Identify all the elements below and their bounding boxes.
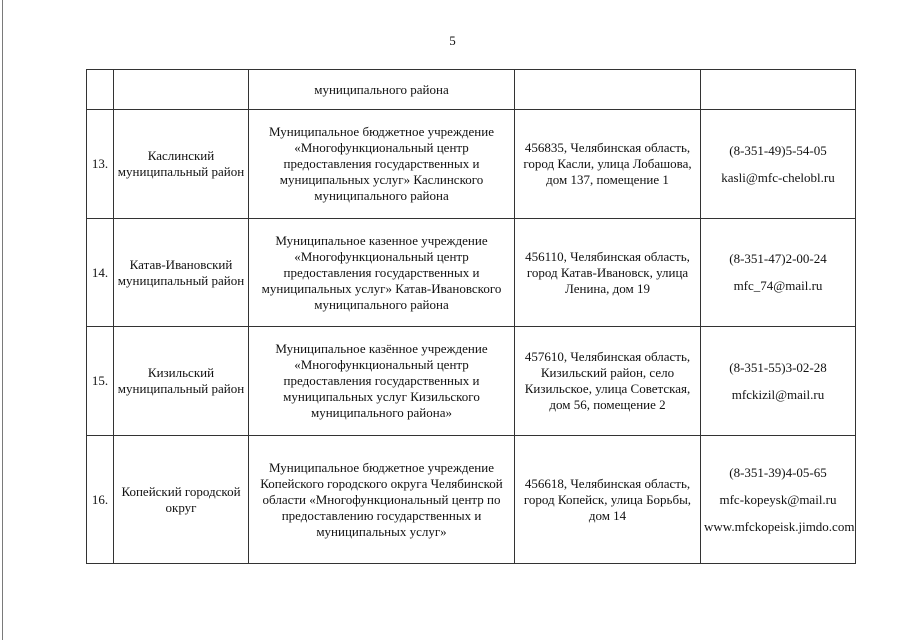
table-row-continuation — [87, 70, 856, 110]
contact-email[interactable]: mfc-kopeysk@mail.ru — [719, 491, 837, 507]
table-row — [87, 327, 856, 436]
cell-contacts — [701, 219, 856, 327]
cell-address: 456835, Челябинская область, город Касли, улица Лобашова, дом 137, помещение 1 — [515, 110, 701, 219]
page-number: 5 — [449, 33, 456, 48]
contact-email[interactable]: kasli@mfc-chelobl.ru — [721, 169, 835, 185]
cell-num — [87, 70, 114, 110]
table-row — [87, 110, 856, 219]
contact-phone: (8-351-39)4-05-65 — [729, 464, 827, 480]
contact-website[interactable]: www.mfckopeisk.jimdo.com — [704, 518, 855, 534]
cell-contacts — [701, 70, 856, 110]
cell-address: 457610, Челябинская область, Кизильский район, село Кизильское, улица Советская, дом 56, помещение 2 — [515, 327, 701, 436]
cell-address: 456110, Челябинская область, город Катав-Ивановск, улица Ленина, дом 19 — [515, 219, 701, 327]
contact-email[interactable]: mfc_74@mail.ru — [733, 278, 823, 293]
cell-address: 456618, Челябинская область, город Копейск, улица Борьбы, дом 14 — [515, 436, 701, 564]
cell-num: 14. — [87, 219, 114, 327]
table-row — [87, 219, 856, 327]
cell-contacts — [701, 110, 856, 219]
cell-address — [515, 70, 701, 110]
cell-contacts — [701, 436, 856, 564]
cell-organization: Муниципальное бюджетное учреждение Копейского городского округа Челябинской области «Многофункциональный центр по предоставлению государственных и муниципальных услуг» — [249, 436, 515, 564]
cell-district: Копейский городской округ — [114, 436, 249, 564]
page-edge-line — [2, 0, 3, 640]
table-row — [87, 436, 856, 564]
cell-district — [114, 70, 249, 110]
cell-organization: Муниципальное казённое учреждение «Многофункциональный центр предоставления государственных и муниципальных услуг Кизильского муниципального района» — [249, 327, 515, 436]
contact-phone: (8-351-49)5-54-05 — [729, 142, 827, 158]
contact-phone: (8-351-55)3-02-28 — [729, 359, 827, 375]
cell-num: 16. — [87, 436, 114, 564]
cell-contacts — [701, 327, 856, 436]
cell-organization: Муниципальное бюджетное учреждение «Многофункциональный центр предоставления государственных и муниципальных услуг» Каслинского муниципального района — [249, 110, 515, 219]
cell-district: Кизильский муниципальный район — [114, 327, 249, 436]
cell-district: Катав-Ивановский муниципальный район — [114, 219, 249, 327]
cell-num: 13. — [87, 110, 114, 219]
mfc-registry-table — [86, 69, 856, 564]
cell-district: Каслинский муниципальный район — [114, 110, 249, 219]
cell-organization: муниципального района — [249, 70, 515, 110]
contact-phone: (8-351-47)2-00-24 — [729, 251, 827, 266]
contact-email[interactable]: mfckizil@mail.ru — [731, 386, 825, 402]
cell-organization: Муниципальное казенное учреждение «Многофункциональный центр предоставления государственных и муниципальных услуг» Катав-Ивановского муниципального района — [249, 219, 515, 327]
cell-num: 15. — [87, 327, 114, 436]
